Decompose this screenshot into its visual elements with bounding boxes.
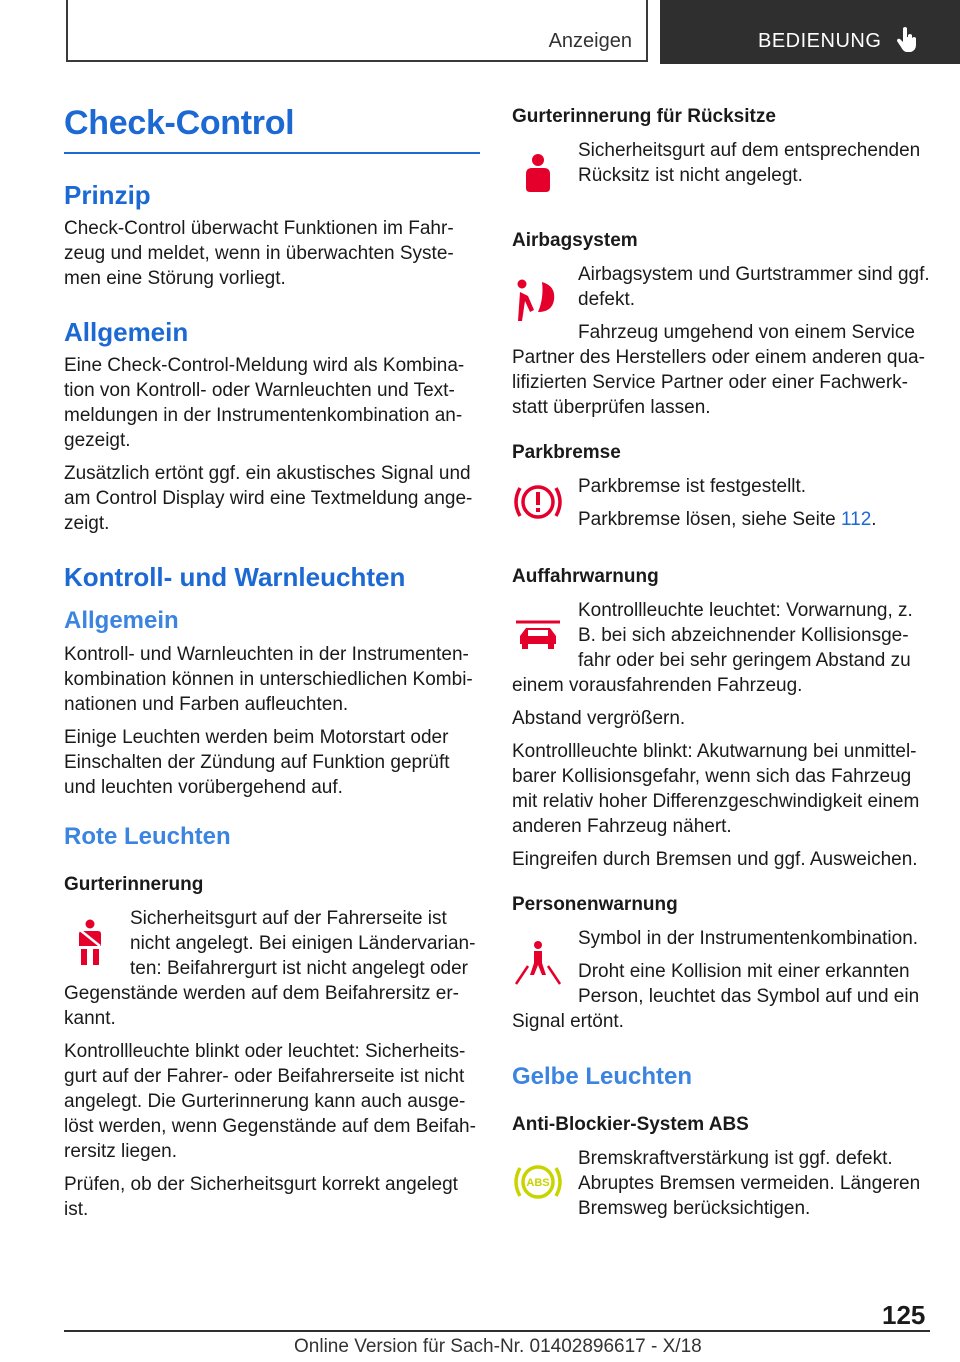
heading-park: Parkbremse xyxy=(512,442,621,463)
park-period: . xyxy=(871,509,877,530)
person-text-cont: Signal ertönt. xyxy=(512,1011,624,1032)
airbag-text: Airbagsystem und Gurtstrammer sind ggf. defekt. xyxy=(578,264,930,310)
header-section-tab xyxy=(66,0,648,62)
heading-gelbe-leuchten: Gelbe Leuchten xyxy=(512,1063,693,1090)
header-section-label: Anzeigen xyxy=(548,30,632,52)
hand-pointer-icon xyxy=(896,26,918,52)
park-text-2-label: Parkbremse lösen, siehe Seite xyxy=(578,509,836,530)
heading-auffahr: Auffahrwarnung xyxy=(512,566,659,587)
abs-icon-label: ABS xyxy=(526,1177,550,1189)
rear-seat-icon xyxy=(512,148,564,200)
person-block xyxy=(512,926,930,1009)
auffahr-text-4: Eingreifen durch Bremsen und ggf. Ausweichen. xyxy=(512,849,918,870)
auffahr-text-cont: einem vorausfahrenden Fahrzeug. xyxy=(512,675,803,696)
heading-abs: Anti-Blockier-System ABS xyxy=(512,1114,749,1135)
heading-gurterinnerung: Gurterinnerung xyxy=(64,874,204,895)
gurt-text-3: Prüfen, ob der Sicherheitsgurt korrekt angelegt ist. xyxy=(64,1174,458,1220)
kontroll-text-1: Kontroll- und Warnleuchten in der Instrumenten-kombination können in unterschiedlichen Kombi-nationen und Farben aufleuchten. xyxy=(64,644,473,715)
rueck-text: Sicherheitsgurt auf dem entsprechenden Rücksitz ist nicht angelegt. xyxy=(578,140,921,186)
parking-brake-icon xyxy=(512,476,564,528)
heading-allgemein: Allgemein xyxy=(64,317,189,347)
abs-text: Bremskraftverstärkung ist ggf. defekt. Abruptes Bremsen vermeiden. Längeren Bremsweg berücksichtigen. xyxy=(578,1148,921,1219)
auffahr-text-2: Abstand vergrößern. xyxy=(512,708,686,729)
kontroll-text-2: Einige Leuchten werden beim Motorstart oder Einschalten der Zündung auf Funktion geprüft und leuchten vorübergehend auf. xyxy=(64,727,450,798)
allgemein-text-1: Eine Check-Control-Meldung wird als Kombina-tion von Kontroll- oder Warnleuchten und Text-meldungen in der Instrumentenkombination an-gezeigt. xyxy=(64,355,465,451)
allgemein-text-2: Zusätzlich ertönt ggf. ein akustisches Signal und am Control Display wird eine Textmeldung ange-zeigt. xyxy=(64,463,473,534)
gurt-text-2: Kontrollleuchte blinkt oder leuchtet: Sicherheits-gurt auf der Fahrer- oder Beifahrerseite ist nicht angelegt. Die Gurterinnerung kann auch ausge-löst werden, wenn Gegenstände auf dem Beifah-rersitz liegen. xyxy=(64,1041,476,1162)
person-text-2: Droht eine Kollision mit einer erkannten Person, leuchtet das Symbol auf und ein xyxy=(578,961,920,1007)
right-column xyxy=(512,104,930,1229)
park-text-2 xyxy=(578,507,930,532)
gurt-block xyxy=(64,906,480,981)
auffahr-text-3: Kontrollleuchte blinkt: Akutwarnung bei unmittel-barer Kollisionsgefahr, wenn sich das Fahrzeug mit relativ hoher Differenzgeschwindigkeit einem anderen Fahrzeug nähert. xyxy=(512,741,920,837)
subheading-allgemein: Allgemein xyxy=(64,607,179,634)
header-chapter-label: BEDIENUNG xyxy=(758,30,882,52)
page-number: 125 xyxy=(882,1300,926,1330)
airbag-icon xyxy=(512,272,564,324)
heading-rueck: Gurterinnerung für Rücksitze xyxy=(512,106,776,127)
abs-block xyxy=(512,1146,930,1221)
airbag-text-cont: Partner des Herstellers oder einem anderen qua-lifizierten Service Partner oder einer Fachwerk-statt überprüfen lassen. xyxy=(512,347,925,418)
person-text: Symbol in der Instrumentenkombination. xyxy=(578,928,919,949)
airbag-block xyxy=(512,262,930,345)
gurt-icon-text: Sicherheitsgurt auf der Fahrerseite ist nicht angelegt. Bei einigen Ländervarian-ten: Beifahrergurt ist nicht angelegt oder xyxy=(130,908,476,979)
auffahr-icon-text: Kontrollleuchte leuchtet: Vorwarnung, z. B. bei sich abzeichnender Kollisionsge-fahr oder bei sehr geringem Abstand zu xyxy=(578,600,913,671)
airbag-text-2: Fahrzeug umgehend von einem Service xyxy=(578,322,915,343)
rueck-block xyxy=(512,138,930,218)
heading-prinzip: Prinzip xyxy=(64,180,151,210)
heading-rote-leuchten: Rote Leuchten xyxy=(64,823,231,850)
gurt-text-cont: Gegenstände werden auf dem Beifahrersitz er-kannt. xyxy=(64,983,459,1029)
heading-person: Personenwarnung xyxy=(512,894,678,915)
page-link-112[interactable]: 112 xyxy=(840,509,872,530)
park-block xyxy=(512,474,930,544)
auffahr-block xyxy=(512,598,930,673)
page-title: Check-Control xyxy=(64,100,480,154)
pedestrian-warning-icon xyxy=(512,936,564,988)
collision-warning-icon xyxy=(512,608,564,660)
header-chapter-tab xyxy=(660,0,960,64)
seatbelt-icon xyxy=(64,916,116,968)
footer-text: Online Version für Sach-Nr. 01402896617 - X/18 xyxy=(294,1336,702,1357)
heading-kontroll: Kontroll- und Warnleuchten xyxy=(64,562,406,592)
prinzip-text: Check-Control überwacht Funktionen im Fahr-zeug und meldet, wenn in überwachten Syste-men eine Störung vorliegt. xyxy=(64,218,454,289)
park-text: Parkbremse ist festgestellt. xyxy=(578,476,807,497)
abs-icon xyxy=(512,1156,564,1208)
heading-airbag: Airbagsystem xyxy=(512,230,638,251)
left-column xyxy=(64,100,480,1230)
footer-divider xyxy=(64,1330,930,1332)
